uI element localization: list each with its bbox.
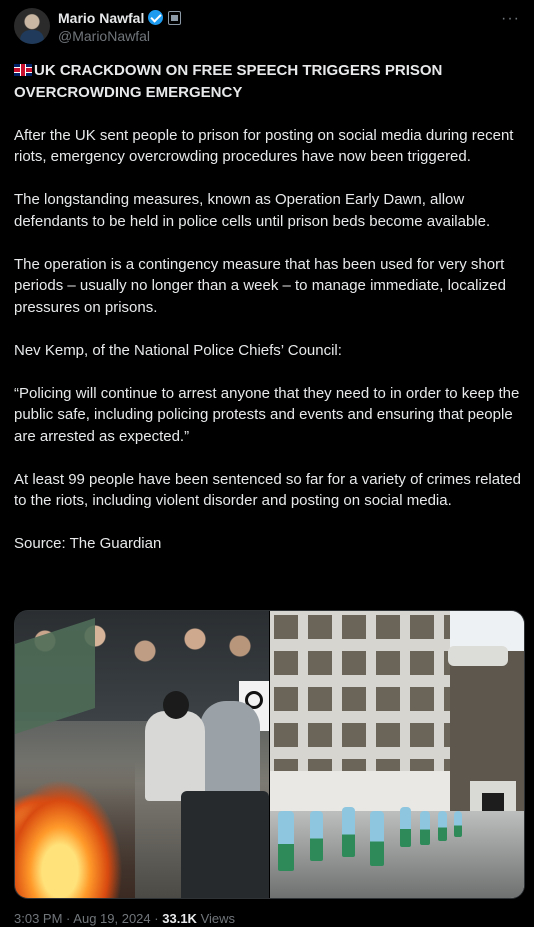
tweet-paragraph: At least 99 people have been sentenced so far for a variety of crimes related to the riots, including violent disorder and posting on social media. [14, 470, 521, 509]
tweet-paragraph: “Policing will continue to arrest anyone that they need to in order to keep the public safe, including policing protests and events and ensuring that people are arrested as expected.” [14, 384, 520, 445]
tweet-paragraph: Nev Kemp, of the National Police Chiefs’ Council: [14, 341, 342, 359]
tweet-source: Source: The Guardian [14, 535, 162, 552]
verified-badge-icon[interactable] [148, 10, 163, 25]
riot-photo[interactable] [15, 611, 269, 898]
inmate [278, 811, 294, 871]
inmate [438, 811, 447, 841]
meta-separator: · [66, 911, 71, 926]
inmate [342, 807, 355, 857]
prison-photo[interactable] [270, 611, 524, 898]
tweet-date[interactable]: Aug 19, 2024 [73, 911, 151, 926]
tweet-header [14, 8, 520, 44]
tweet-paragraph: After the UK sent people to prison for posting on social media during recent riots, emergency overcrowding procedures have now been triggered. [14, 126, 514, 165]
tweet-paragraph: The longstanding measures, known as Operation Early Dawn, allow defendants to be held in police cells until prison beds become available. [14, 191, 491, 230]
author-name[interactable]: Mario Nawfal [58, 10, 145, 26]
headline-text: UK CRACKDOWN ON FREE SPEECH TRIGGERS PRISON OVERCROWDING EMERGENCY [14, 62, 443, 101]
views-label: Views [200, 911, 236, 926]
tower-roof [448, 646, 508, 666]
uk-flag-icon [14, 64, 32, 76]
rioter-head [163, 691, 189, 719]
tweet-text [14, 60, 524, 576]
prison-wall-base [270, 771, 450, 811]
inmate [370, 811, 384, 866]
tweet-headline [14, 60, 524, 103]
media-grid [14, 610, 525, 899]
tweet-paragraph: The operation is a contingency measure that has been used for very short periods – usually no longer than a week – to manage immediate, localized pressures on prisons. [14, 255, 506, 316]
fire [15, 761, 135, 898]
inmate [420, 811, 430, 845]
inmate [400, 807, 411, 847]
inmate [454, 811, 462, 837]
affiliate-badge-icon[interactable] [168, 11, 181, 25]
author-name-row[interactable] [58, 10, 181, 26]
more-icon[interactable]: ··· [501, 10, 520, 27]
wheelie-bin [181, 791, 269, 898]
tweet-time[interactable]: 3:03 PM [14, 911, 63, 926]
prison-yard [270, 811, 524, 898]
rioter [145, 711, 205, 801]
views-count[interactable]: 33.1K [162, 911, 197, 926]
meta-separator: · [154, 911, 159, 926]
inmate [310, 811, 323, 861]
tweet-meta [14, 911, 235, 926]
avatar-image [20, 30, 44, 44]
avatar[interactable] [14, 8, 50, 44]
author-handle[interactable]: @MarioNawfal [58, 28, 151, 44]
